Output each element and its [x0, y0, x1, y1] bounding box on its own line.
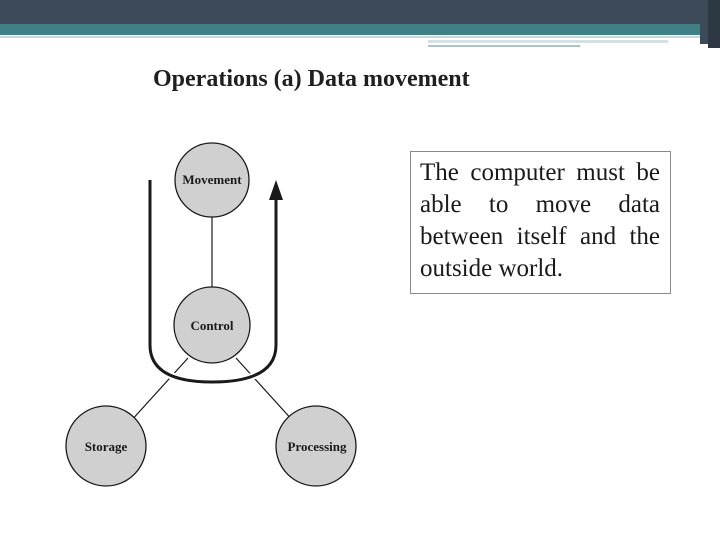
node-control-label: Control [190, 318, 234, 333]
slide-title: Operations (a) Data movement [153, 66, 470, 92]
node-control [174, 287, 250, 363]
node-movement [175, 143, 249, 217]
node-storage [66, 406, 146, 486]
node-storage-label: Storage [84, 439, 128, 454]
description-textbox: The computer must be able to move data between itself and the outside world. [410, 151, 671, 294]
node-processing-label: Processing [287, 439, 347, 454]
node-movement-label: Movement [182, 172, 242, 187]
node-processing [276, 406, 356, 486]
arrowhead-icon [269, 180, 283, 200]
